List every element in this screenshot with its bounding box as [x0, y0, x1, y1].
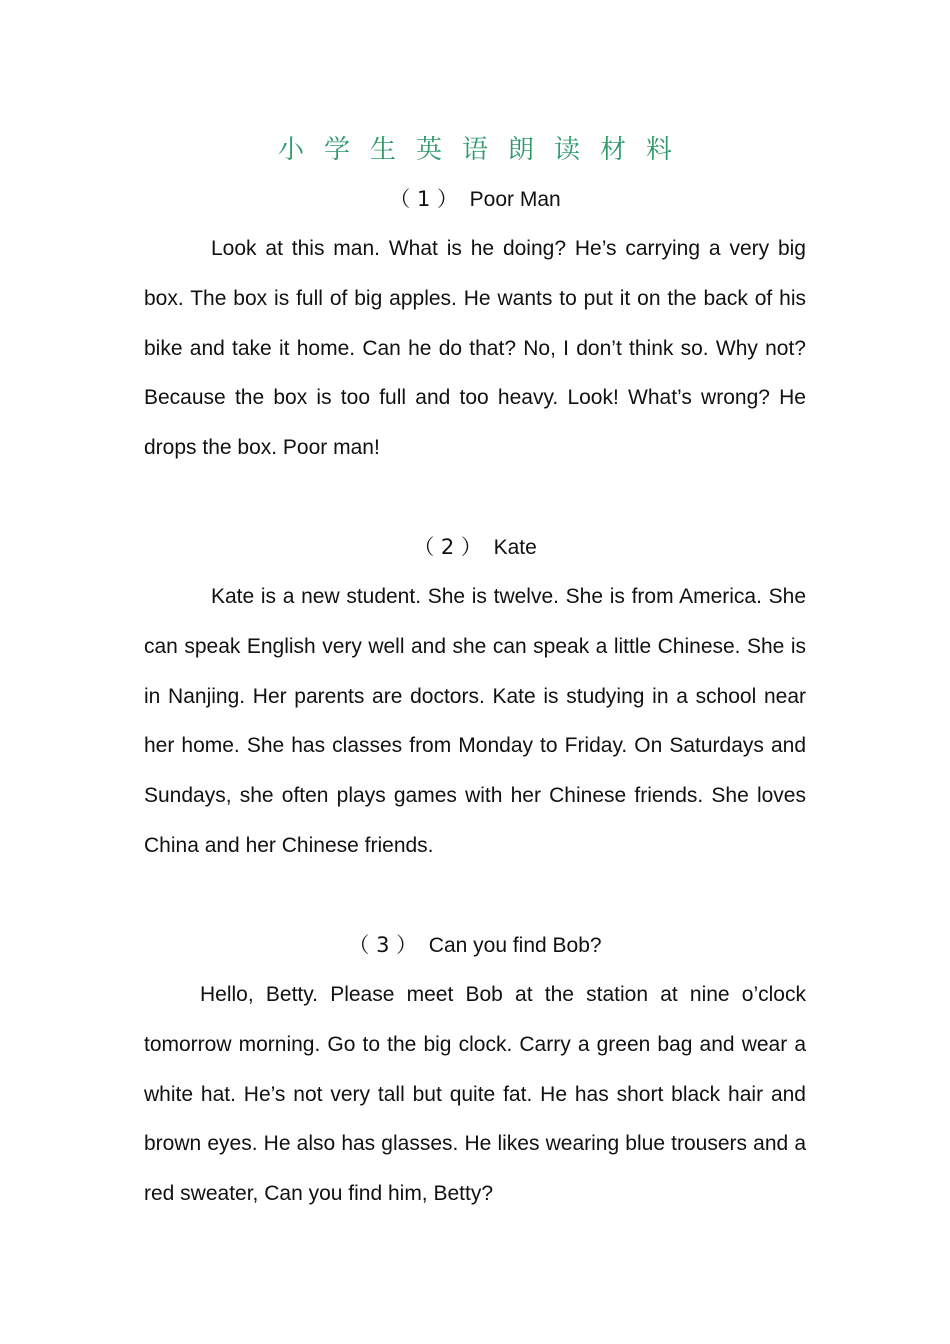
section-number: （ 1 ）: [389, 187, 458, 211]
section-heading-3: [0, 930, 950, 961]
section-title: Kate: [493, 536, 537, 559]
section-heading-2: [0, 532, 950, 563]
section-body-3: Hello, Betty. Please meet Bob at the station at nine o’clock tomorrow morning. Go to the big clock. Carry a green bag and wear a white hat. He’s not very tall but quite fat. He has short black hair and brown eyes. He also has glasses. He likes wearing blue trousers and a red sweater, Can you find him, Betty?: [144, 983, 806, 1206]
document-title: 小学生英语朗读材料: [277, 135, 692, 165]
section-number: （ 3 ）: [348, 933, 418, 957]
section-number: （ 2 ）: [413, 535, 482, 559]
section-body-2: Kate is a new student. She is twelve. She is from America. She can speak English very well and she can speak a little Chinese. She is in Nanjing. Her parents are doctors. Kate is studying in a school near her home. She has classes from Monday to Friday. On Saturdays and Sundays, she often plays games with her Chinese friends. She loves China and her Chinese friends.: [144, 585, 806, 857]
section-title: Poor Man: [469, 188, 561, 211]
section-title: Can you find Bob?: [428, 934, 602, 957]
section-heading-1: [0, 184, 950, 215]
section-body-1: Look at this man. What is he doing? He’s carrying a very big box. The box is full of big apples. He wants to put it on the back of his bike and take it home. Can he do that? No, I don’t think so. Why not? Because the box is too full and too heavy. Look! What’s wrong? He drops the box. Poor man!: [144, 237, 806, 460]
